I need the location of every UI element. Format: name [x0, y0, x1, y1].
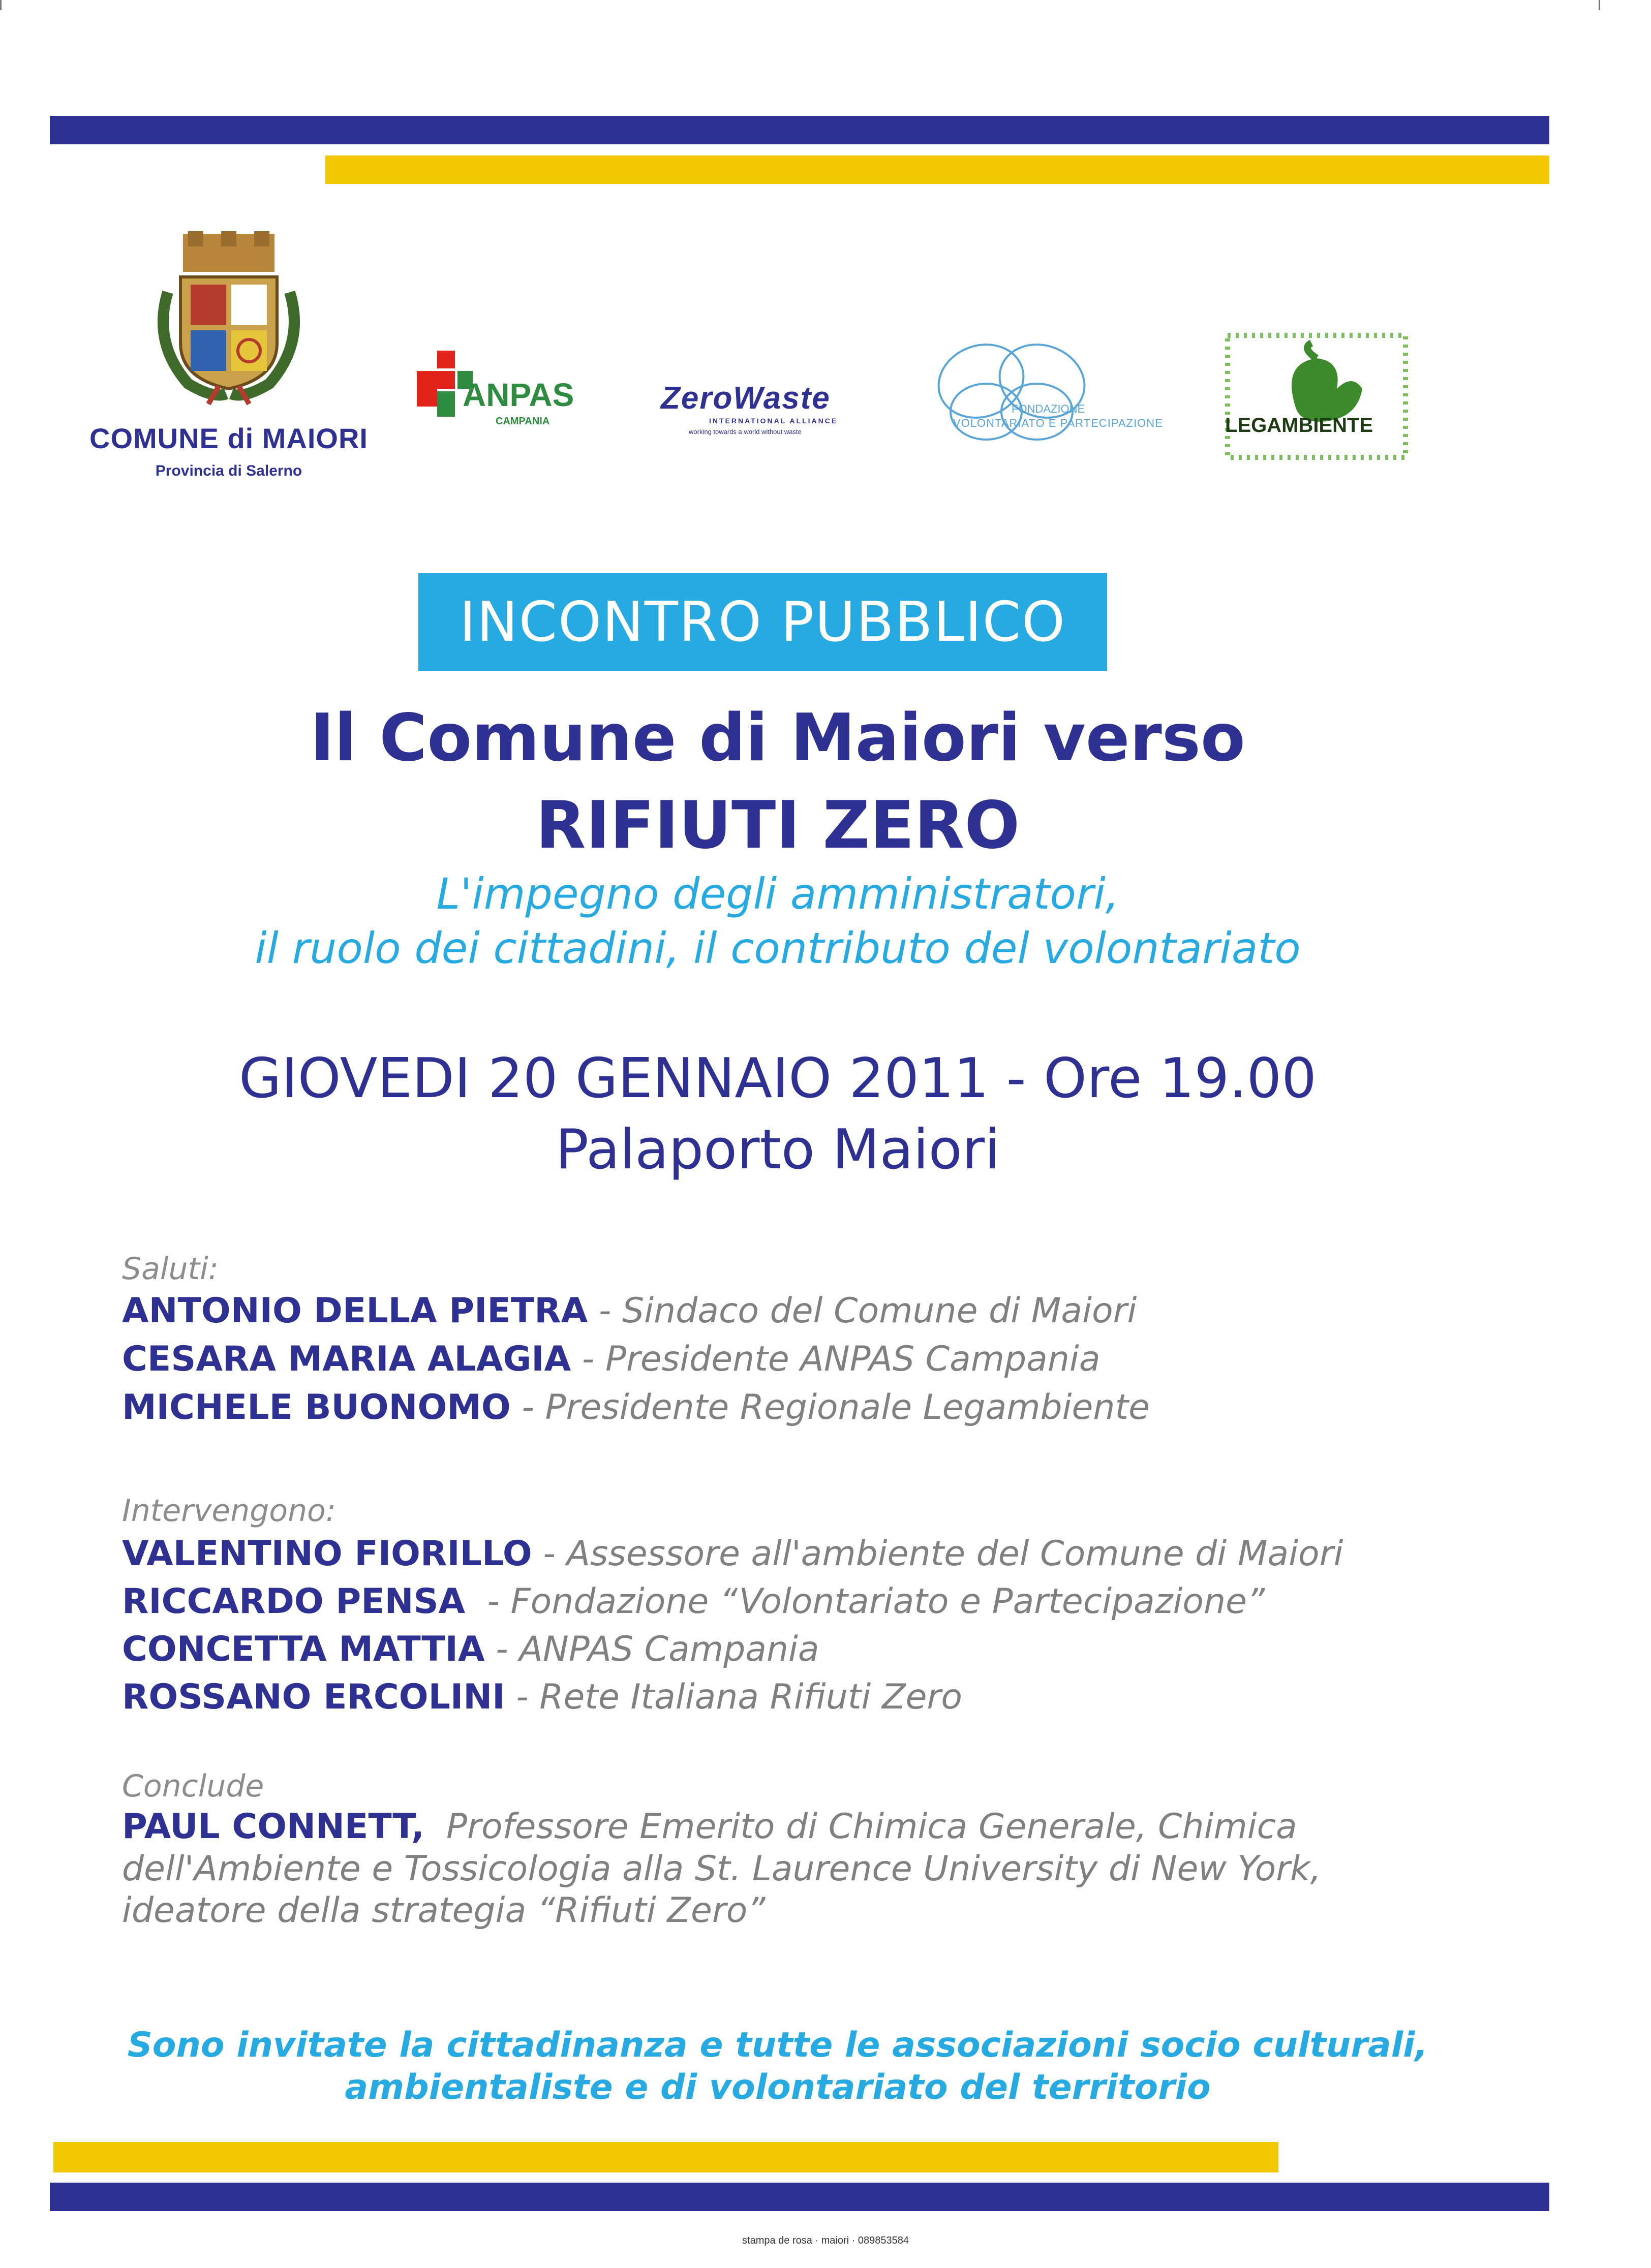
speaker-role: - Rete Italiana Rifiuti Zero	[505, 1677, 962, 1717]
comune-province: Provincia di Salerno	[155, 462, 302, 479]
speaker-role-continued: dell'Ambiente e Tossicologia alla St. Laurence University di New York,	[122, 1849, 1322, 1889]
speaker-line	[122, 1581, 1265, 1622]
conclude-label: Conclude	[122, 1768, 264, 1804]
top-yellow-bar	[325, 156, 1549, 184]
legambiente-swan-icon	[1225, 333, 1408, 460]
speaker-name: MICHELE BUONOMO	[122, 1387, 511, 1427]
speaker-line	[122, 1291, 1137, 1331]
intervengono-label: Intervengono:	[122, 1493, 337, 1529]
saluti-label: Saluti:	[122, 1251, 219, 1287]
fondazione-line2: VOLONTARIATO E PARTECIPAZIONE	[953, 417, 1163, 429]
fondazione-butterfly-icon	[935, 335, 1088, 452]
anpas-logo-sub: CAMPANIA	[496, 416, 550, 427]
event-venue: Palaporto Maiori	[555, 1118, 1000, 1182]
title-line2: RIFIUTI ZERO	[535, 788, 1020, 863]
printer-credit: stampa de rosa · maiori · 089853584	[742, 2235, 909, 2246]
speaker-line	[122, 1677, 962, 1717]
subtitle-line1: L'impegno degli amministratori,	[436, 869, 1119, 919]
speaker-name: CESARA MARIA ALAGIA	[122, 1339, 571, 1379]
comune-crest-icon	[147, 231, 310, 407]
speaker-name: ROSSANO ERCOLINI	[122, 1677, 505, 1717]
speaker-role-continued: ideatore della strategia “Rifiuti Zero”	[122, 1890, 766, 1931]
legambiente-logo-label: LEGAMBIENTE	[1225, 414, 1373, 437]
invite-line1: Sono invitate la cittadinanza e tutte le associazioni socio culturali,	[127, 2025, 1428, 2065]
bottom-yellow-bar	[53, 2142, 1278, 2172]
fondazione-line1: FONDAZIONE	[1012, 402, 1085, 415]
title-line1: Il Comune di Maiori verso	[310, 700, 1245, 776]
speaker-name: VALENTINO FIORILLO	[122, 1534, 532, 1574]
speaker-name: RICCARDO PENSA	[122, 1581, 466, 1622]
event-date: GIOVEDI 20 GENNAIO 2011 - Ore 19.00	[239, 1047, 1317, 1110]
speaker-role: - Sindaco del Comune di Maiori	[588, 1291, 1137, 1331]
speaker-role: - Presidente ANPAS Campania	[571, 1339, 1100, 1379]
speaker-role: - Presidente Regionale Legambiente	[510, 1387, 1150, 1427]
speaker-line	[122, 1387, 1150, 1427]
bottom-navy-bar	[50, 2183, 1549, 2211]
speaker-line	[122, 1534, 1343, 1574]
subtitle-line2: il ruolo dei cittadini, il contributo del volontariato	[255, 923, 1301, 973]
zerowaste-logo-sub: INTERNATIONAL ALLIANCE	[709, 417, 838, 425]
speaker-role: Professore Emerito di Chimica Generale, Chimica	[424, 1807, 1297, 1847]
speaker-line	[122, 1629, 819, 1669]
speaker-name: PAUL CONNETT,	[122, 1807, 424, 1847]
invite-line2: ambientaliste e di volontariato del territorio	[345, 2067, 1211, 2107]
speaker-name: CONCETTA MATTIA	[122, 1629, 485, 1669]
zerowaste-logo-tagline: working towards a world without waste	[689, 428, 802, 436]
comune-name: COMUNE di MAIORI	[89, 422, 368, 454]
zerowaste-logo-label: ZeroWaste	[661, 381, 831, 416]
anpas-logo-label: ANPAS	[463, 377, 574, 413]
speaker-role: - Fondazione “Volontariato e Partecipazione”	[465, 1581, 1265, 1622]
top-navy-bar	[50, 116, 1549, 144]
crop-mark-top-right	[1599, 0, 1600, 10]
speaker-role: - ANPAS Campania	[484, 1629, 819, 1669]
speaker-role: - Assessore all'ambiente del Comune di Maiori	[532, 1534, 1343, 1574]
incontro-banner: INCONTRO PUBBLICO	[418, 573, 1107, 671]
speaker-name: ANTONIO DELLA PIETRA	[122, 1291, 588, 1331]
speaker-line	[122, 1339, 1100, 1379]
speaker-line	[122, 1807, 1297, 1847]
crop-mark-top-left	[0, 0, 2, 10]
